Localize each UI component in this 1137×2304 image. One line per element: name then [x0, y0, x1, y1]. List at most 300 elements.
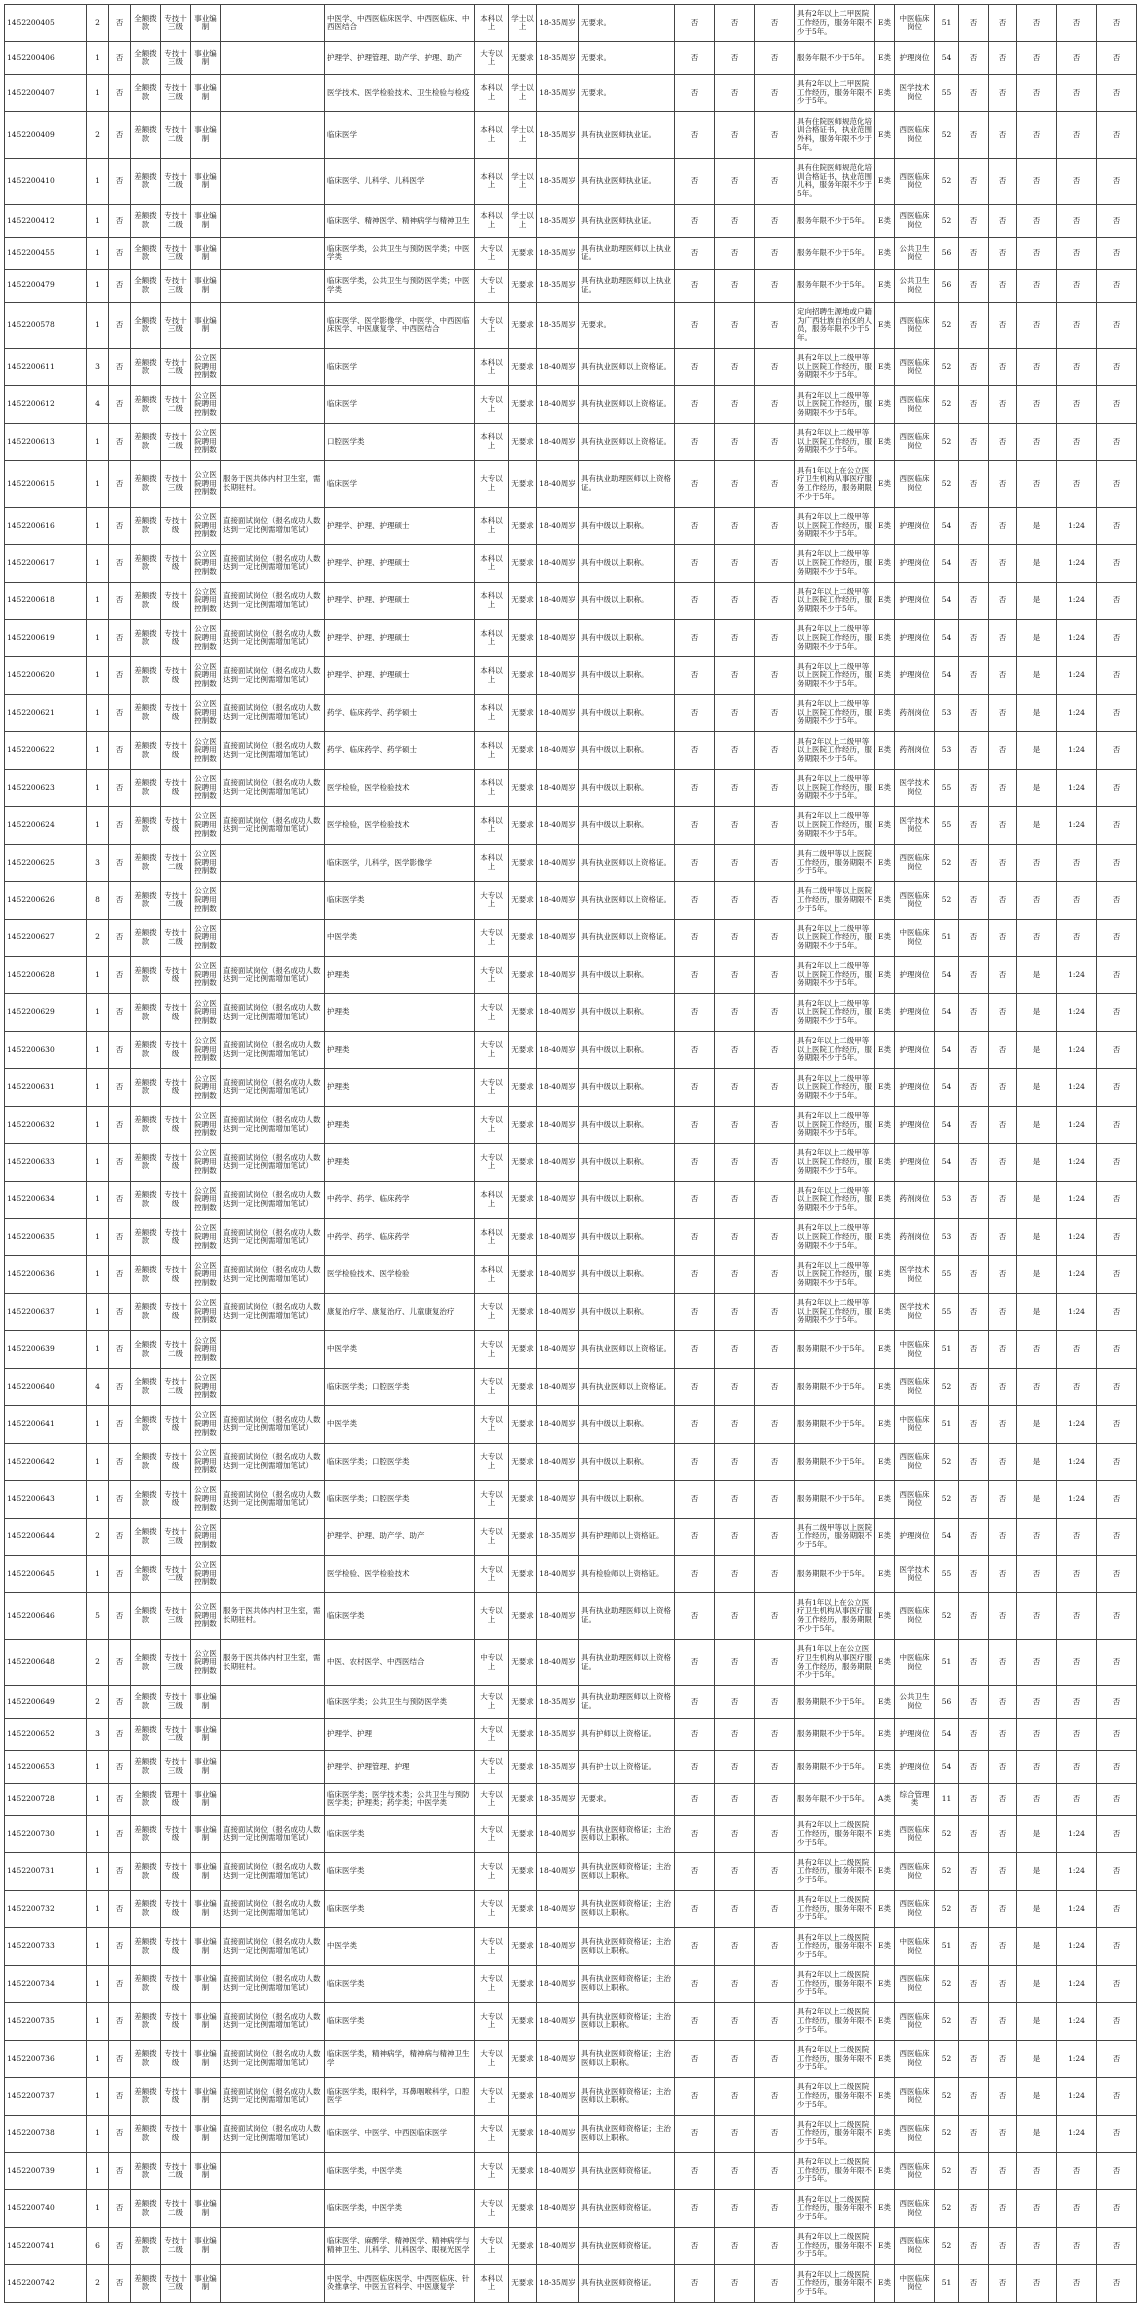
work-experience-cell: 具有2年以上二级甲等以上医院工作经历，服务期限不少于5年。	[795, 956, 875, 993]
interview-ratio-cell: 否	[1057, 158, 1097, 204]
staffing-type-cell: 公立医院聘用控制数	[191, 1639, 221, 1685]
table-row	[5, 348, 1137, 385]
interview-ratio-cell: 1:24	[1057, 1031, 1097, 1068]
flag-cell: 否	[1097, 2265, 1137, 2302]
exam-subcategory-cell: 护理岗位	[895, 1144, 935, 1181]
major-requirement-cell: 医学检验，医学检验技术	[325, 807, 475, 844]
exam-subcategory-cell: 西医临床岗位	[895, 1443, 935, 1480]
major-requirement-cell: 口腔医学类	[325, 423, 475, 460]
post-code-cell: 1452200617	[5, 545, 87, 582]
exam-category-cell: E类	[875, 205, 895, 237]
work-experience-cell: 具有2年以上二级甲等以上医院工作经历，服务期限不少于5年。	[795, 386, 875, 423]
funding-type-cell: 差额拨款	[131, 994, 161, 1031]
post-code-cell: 1452200613	[5, 423, 87, 460]
exam-category-cell: E类	[875, 1853, 895, 1890]
flag-cell: 否	[755, 386, 795, 423]
age-range-cell: 18-35周岁	[537, 1751, 579, 1783]
flag-cell: 否	[715, 74, 755, 111]
post-code-cell: 1452200643	[5, 1481, 87, 1518]
flag-cell: 否	[989, 1106, 1017, 1143]
direct-interview-flag-cell: 是	[1017, 994, 1057, 1031]
flag-cell: 否	[755, 158, 795, 204]
exam-subcategory-cell: 综合管理类	[895, 1783, 935, 1815]
flag-cell: 否	[715, 237, 755, 269]
direct-interview-flag-cell: 是	[1017, 1928, 1057, 1965]
flag-cell: 否	[989, 1686, 1017, 1718]
exam-code-cell: 52	[935, 1368, 959, 1405]
flag-cell: 否	[989, 956, 1017, 993]
post-code-cell: 1452200615	[5, 461, 87, 507]
work-experience-cell: 服务年限不少于5年。	[795, 1783, 875, 1815]
other-conditions-cell	[221, 1686, 325, 1718]
education-cell: 大专以上	[475, 461, 509, 507]
flag-cell: 否	[959, 1890, 989, 1927]
flag-cell: 否	[715, 1031, 755, 1068]
education-cell: 本科以上	[475, 423, 509, 460]
flag-cell: 否	[755, 620, 795, 657]
degree-cell: 无要求	[509, 2078, 537, 2115]
post-code-cell: 1452200741	[5, 2227, 87, 2264]
flag-cell: 否	[715, 205, 755, 237]
exam-category-cell: E类	[875, 2152, 895, 2189]
education-cell: 本科以上	[475, 2265, 509, 2302]
flag-cell: 否	[715, 694, 755, 731]
flag-cell: 否	[1097, 807, 1137, 844]
age-range-cell: 18-40周岁	[537, 1368, 579, 1405]
direct-interview-flag-cell: 是	[1017, 1144, 1057, 1181]
exam-category-cell: E类	[875, 1686, 895, 1718]
degree-cell: 无要求	[509, 1481, 537, 1518]
exam-category-cell: E类	[875, 348, 895, 385]
flag-cell: 否	[755, 1593, 795, 1639]
flag-cell: 否	[109, 1928, 131, 1965]
flag-cell: 否	[755, 42, 795, 74]
exam-category-cell: E类	[875, 1751, 895, 1783]
interview-ratio-cell: 1:24	[1057, 657, 1097, 694]
age-range-cell: 18-40周岁	[537, 919, 579, 956]
age-range-cell: 18-35周岁	[537, 158, 579, 204]
table-row	[5, 1816, 1137, 1853]
age-range-cell: 18-40周岁	[537, 1256, 579, 1293]
major-requirement-cell: 中医学类	[325, 1406, 475, 1443]
flag-cell: 否	[109, 694, 131, 731]
degree-cell: 无要求	[509, 582, 537, 619]
post-level-cell: 专技十级	[161, 1144, 191, 1181]
direct-interview-flag-cell: 是	[1017, 1890, 1057, 1927]
flag-cell: 否	[755, 1853, 795, 1890]
interview-ratio-cell: 否	[1057, 112, 1097, 158]
flag-cell: 否	[755, 919, 795, 956]
flag-cell: 否	[989, 882, 1017, 919]
post-level-cell: 专技十二级	[161, 1368, 191, 1405]
post-level-cell: 专技十级	[161, 620, 191, 657]
exam-code-cell: 52	[935, 2078, 959, 2115]
flag-cell: 否	[109, 423, 131, 460]
exam-category-cell: E类	[875, 732, 895, 769]
age-range-cell: 18-35周岁	[537, 74, 579, 111]
work-experience-cell: 具有2年以上二级甲等以上医院工作经历，服务期限不少于5年。	[795, 1256, 875, 1293]
flag-cell: 否	[755, 2115, 795, 2152]
flag-cell: 否	[755, 1443, 795, 1480]
exam-category-cell: E类	[875, 694, 895, 731]
degree-cell: 无要求	[509, 1518, 537, 1555]
funding-type-cell: 全额拨款	[131, 270, 161, 302]
qualification-cell: 具有中级以上职称。	[579, 1069, 675, 1106]
table-row	[5, 844, 1137, 881]
flag-cell: 否	[1097, 1406, 1137, 1443]
flag-cell: 否	[1097, 2227, 1137, 2264]
exam-code-cell: 55	[935, 1293, 959, 1330]
exam-code-cell: 51	[935, 1331, 959, 1368]
flag-cell: 否	[989, 2227, 1017, 2264]
age-range-cell: 18-40周岁	[537, 1106, 579, 1143]
exam-code-cell: 54	[935, 1031, 959, 1068]
flag-cell: 否	[675, 1256, 715, 1293]
direct-interview-flag-cell: 是	[1017, 1481, 1057, 1518]
education-cell: 本科以上	[475, 1256, 509, 1293]
table-row	[5, 2152, 1137, 2189]
other-conditions-cell: 直接面试岗位（报名成功人数达到一定比例需增加笔试）	[221, 1928, 325, 1965]
major-requirement-cell: 中药学、药学、临床药学	[325, 1219, 475, 1256]
other-conditions-cell	[221, 386, 325, 423]
exam-subcategory-cell: 中医临床岗位	[895, 2265, 935, 2302]
flag-cell: 否	[109, 2190, 131, 2227]
post-level-cell: 专技十三级	[161, 237, 191, 269]
table-row	[5, 1639, 1137, 1685]
headcount-cell: 6	[87, 2227, 109, 2264]
exam-category-cell: E类	[875, 1293, 895, 1330]
exam-subcategory-cell: 药剂岗位	[895, 694, 935, 731]
post-level-cell: 管理十级	[161, 1783, 191, 1815]
flag-cell: 否	[1097, 919, 1137, 956]
exam-code-cell: 55	[935, 1256, 959, 1293]
post-code-cell: 1452200730	[5, 1816, 87, 1853]
flag-cell: 否	[715, 112, 755, 158]
degree-cell: 无要求	[509, 423, 537, 460]
flag-cell: 否	[755, 302, 795, 348]
flag-cell: 否	[675, 1890, 715, 1927]
interview-ratio-cell: 否	[1057, 1368, 1097, 1405]
flag-cell: 否	[989, 1256, 1017, 1293]
flag-cell: 否	[675, 2265, 715, 2302]
flag-cell: 否	[675, 882, 715, 919]
work-experience-cell: 具有2年以上二级甲等以上医院工作经历，服务期限不少于5年。	[795, 1181, 875, 1218]
flag-cell: 否	[109, 2115, 131, 2152]
post-level-cell: 专技十级	[161, 2040, 191, 2077]
funding-type-cell: 差额拨款	[131, 386, 161, 423]
age-range-cell: 18-40周岁	[537, 582, 579, 619]
funding-type-cell: 全额拨款	[131, 42, 161, 74]
other-conditions-cell	[221, 205, 325, 237]
qualification-cell: 具有执业医师执业证。	[579, 158, 675, 204]
flag-cell: 否	[675, 2152, 715, 2189]
funding-type-cell: 差额拨款	[131, 1293, 161, 1330]
post-level-cell: 专技十级	[161, 2078, 191, 2115]
flag-cell: 否	[959, 657, 989, 694]
direct-interview-flag-cell: 否	[1017, 1686, 1057, 1718]
post-code-cell: 1452200635	[5, 1219, 87, 1256]
major-requirement-cell: 临床医学	[325, 348, 475, 385]
staffing-type-cell: 事业编制	[191, 74, 221, 111]
education-cell: 大专以上	[475, 237, 509, 269]
post-level-cell: 专技十级	[161, 1219, 191, 1256]
post-code-cell: 1452200732	[5, 1890, 87, 1927]
post-level-cell: 专技十级	[161, 1853, 191, 1890]
flag-cell: 否	[675, 956, 715, 993]
headcount-cell: 1	[87, 270, 109, 302]
direct-interview-flag-cell: 是	[1017, 807, 1057, 844]
exam-code-cell: 52	[935, 423, 959, 460]
education-cell: 大专以上	[475, 1406, 509, 1443]
flag-cell: 否	[675, 2227, 715, 2264]
major-requirement-cell: 临床医学类；口腔医学类	[325, 1368, 475, 1405]
exam-code-cell: 52	[935, 1890, 959, 1927]
staffing-type-cell: 公立医院聘用控制数	[191, 1256, 221, 1293]
direct-interview-flag-cell: 否	[1017, 1593, 1057, 1639]
age-range-cell: 18-40周岁	[537, 1181, 579, 1218]
age-range-cell: 18-35周岁	[537, 42, 579, 74]
flag-cell: 否	[675, 1181, 715, 1218]
post-code-cell: 1452200619	[5, 620, 87, 657]
flag-cell: 否	[109, 1783, 131, 1815]
degree-cell: 无要求	[509, 956, 537, 993]
funding-type-cell: 差额拨款	[131, 1031, 161, 1068]
age-range-cell: 18-40周岁	[537, 1219, 579, 1256]
headcount-cell: 1	[87, 2115, 109, 2152]
age-range-cell: 18-35周岁	[537, 205, 579, 237]
exam-category-cell: E类	[875, 423, 895, 460]
other-conditions-cell	[221, 919, 325, 956]
flag-cell: 否	[755, 1144, 795, 1181]
exam-subcategory-cell: 西医临床岗位	[895, 302, 935, 348]
flag-cell: 否	[1097, 423, 1137, 460]
degree-cell: 无要求	[509, 1069, 537, 1106]
work-experience-cell: 具有二级甲等以上医院工作经历，服务期限不少于5年。	[795, 1518, 875, 1555]
qualification-cell: 具有中级以上职称。	[579, 994, 675, 1031]
flag-cell: 否	[755, 807, 795, 844]
degree-cell: 无要求	[509, 2190, 537, 2227]
degree-cell: 无要求	[509, 882, 537, 919]
direct-interview-flag-cell: 是	[1017, 2115, 1057, 2152]
education-cell: 大专以上	[475, 1481, 509, 1518]
interview-ratio-cell: 1:24	[1057, 1106, 1097, 1143]
age-range-cell: 18-40周岁	[537, 1853, 579, 1890]
flag-cell: 否	[715, 1443, 755, 1480]
post-code-cell: 1452200652	[5, 1718, 87, 1750]
education-cell: 大专以上	[475, 1686, 509, 1718]
flag-cell: 否	[715, 1718, 755, 1750]
table-row	[5, 1219, 1137, 1256]
education-cell: 本科以上	[475, 732, 509, 769]
flag-cell: 否	[675, 1718, 715, 1750]
flag-cell: 否	[715, 1293, 755, 1330]
funding-type-cell: 差额拨款	[131, 1718, 161, 1750]
direct-interview-flag-cell: 否	[1017, 112, 1057, 158]
degree-cell: 无要求	[509, 1219, 537, 1256]
flag-cell: 否	[675, 1219, 715, 1256]
flag-cell: 否	[959, 1783, 989, 1815]
flag-cell: 否	[959, 158, 989, 204]
flag-cell: 否	[1097, 1639, 1137, 1685]
degree-cell: 无要求	[509, 1406, 537, 1443]
flag-cell: 否	[755, 1406, 795, 1443]
flag-cell: 否	[715, 1890, 755, 1927]
flag-cell: 否	[755, 1331, 795, 1368]
work-experience-cell: 具有2年以上二级医院工作经历，服务年限不少于5年。	[795, 2078, 875, 2115]
interview-ratio-cell: 1:24	[1057, 694, 1097, 731]
headcount-cell: 2	[87, 919, 109, 956]
staffing-type-cell: 公立医院聘用控制数	[191, 582, 221, 619]
other-conditions-cell: 直接面试岗位（报名成功人数达到一定比例需增加笔试）	[221, 769, 325, 806]
staffing-type-cell: 公立医院聘用控制数	[191, 1031, 221, 1068]
exam-subcategory-cell: 西医临床岗位	[895, 1368, 935, 1405]
flag-cell: 否	[109, 2078, 131, 2115]
post-level-cell: 专技十三级	[161, 1593, 191, 1639]
flag-cell: 否	[715, 158, 755, 204]
other-conditions-cell	[221, 2152, 325, 2189]
flag-cell: 否	[675, 545, 715, 582]
flag-cell: 否	[675, 5, 715, 42]
interview-ratio-cell: 否	[1057, 1718, 1097, 1750]
staffing-type-cell: 事业编制	[191, 1853, 221, 1890]
work-experience-cell: 服务期限不少于5年。	[795, 1555, 875, 1592]
interview-ratio-cell: 否	[1057, 302, 1097, 348]
flag-cell: 否	[755, 657, 795, 694]
degree-cell: 无要求	[509, 657, 537, 694]
flag-cell: 否	[959, 1106, 989, 1143]
age-range-cell: 18-40周岁	[537, 2078, 579, 2115]
flag-cell: 否	[109, 1069, 131, 1106]
staffing-type-cell: 公立医院聘用控制数	[191, 1144, 221, 1181]
direct-interview-flag-cell: 否	[1017, 74, 1057, 111]
flag-cell: 否	[959, 919, 989, 956]
exam-category-cell: E类	[875, 1031, 895, 1068]
age-range-cell: 18-40周岁	[537, 423, 579, 460]
exam-subcategory-cell: 药剂岗位	[895, 1219, 935, 1256]
funding-type-cell: 差额拨款	[131, 956, 161, 993]
degree-cell: 无要求	[509, 461, 537, 507]
funding-type-cell: 差额拨款	[131, 205, 161, 237]
major-requirement-cell: 护理学、护理、护理硕士	[325, 657, 475, 694]
exam-subcategory-cell: 公共卫生岗位	[895, 237, 935, 269]
work-experience-cell: 服务期限不少于5年。	[795, 1443, 875, 1480]
qualification-cell: 具有执业医师资格证。	[579, 2190, 675, 2227]
qualification-cell: 无要求。	[579, 1783, 675, 1815]
degree-cell: 无要求	[509, 1928, 537, 1965]
qualification-cell: 具有执业医师以上资格证。	[579, 423, 675, 460]
headcount-cell: 1	[87, 2152, 109, 2189]
exam-subcategory-cell: 公共卫生岗位	[895, 270, 935, 302]
table-row	[5, 386, 1137, 423]
flag-cell: 否	[1097, 2003, 1137, 2040]
interview-ratio-cell: 1:24	[1057, 1443, 1097, 1480]
major-requirement-cell: 临床医学类	[325, 1816, 475, 1853]
interview-ratio-cell: 1:24	[1057, 1816, 1097, 1853]
direct-interview-flag-cell: 是	[1017, 769, 1057, 806]
qualification-cell: 无要求。	[579, 42, 675, 74]
funding-type-cell: 全额拨款	[131, 1783, 161, 1815]
staffing-type-cell: 公立医院聘用控制数	[191, 620, 221, 657]
flag-cell: 否	[989, 1031, 1017, 1068]
education-cell: 本科以上	[475, 205, 509, 237]
exam-code-cell: 54	[935, 507, 959, 544]
flag-cell: 否	[755, 507, 795, 544]
flag-cell: 否	[755, 1219, 795, 1256]
flag-cell: 否	[715, 1481, 755, 1518]
qualification-cell: 具有中级以上职称。	[579, 1481, 675, 1518]
funding-type-cell: 差额拨款	[131, 2078, 161, 2115]
post-level-cell: 专技十级	[161, 1106, 191, 1143]
staffing-type-cell: 事业编制	[191, 2265, 221, 2302]
flag-cell: 否	[959, 1406, 989, 1443]
age-range-cell: 18-40周岁	[537, 1331, 579, 1368]
post-level-cell: 专技十三级	[161, 302, 191, 348]
flag-cell: 否	[675, 1783, 715, 1815]
work-experience-cell: 具有2年以上二级医院工作经历，服务年限不少于5年。	[795, 2003, 875, 2040]
exam-category-cell: E类	[875, 1555, 895, 1592]
headcount-cell: 1	[87, 1443, 109, 1480]
major-requirement-cell: 中医学、中西医临床医学、中西医临床、针灸推拿学、中医五官科学、中医康复学	[325, 2265, 475, 2302]
interview-ratio-cell: 否	[1057, 386, 1097, 423]
flag-cell: 否	[1097, 74, 1137, 111]
post-level-cell: 专技十级	[161, 1256, 191, 1293]
staffing-type-cell: 公立医院聘用控制数	[191, 807, 221, 844]
flag-cell: 否	[755, 1106, 795, 1143]
post-level-cell: 专技十级	[161, 1443, 191, 1480]
flag-cell: 否	[755, 769, 795, 806]
education-cell: 大专以上	[475, 919, 509, 956]
exam-code-cell: 53	[935, 1181, 959, 1218]
work-experience-cell: 具有2年以上二级医院工作经历，服务年限不少于5年。	[795, 1890, 875, 1927]
post-code-cell: 1452200479	[5, 270, 87, 302]
work-experience-cell: 具有2年以上二级甲等以上医院工作经历，服务期限不少于5年。	[795, 807, 875, 844]
flag-cell: 否	[989, 5, 1017, 42]
flag-cell: 否	[675, 2040, 715, 2077]
flag-cell: 否	[715, 1816, 755, 1853]
flag-cell: 否	[989, 1555, 1017, 1592]
table-row	[5, 769, 1137, 806]
funding-type-cell: 差额拨款	[131, 507, 161, 544]
direct-interview-flag-cell: 是	[1017, 507, 1057, 544]
qualification-cell: 具有中级以上职称。	[579, 1293, 675, 1330]
education-cell: 本科以上	[475, 507, 509, 544]
flag-cell: 否	[109, 270, 131, 302]
degree-cell: 无要求	[509, 1965, 537, 2002]
work-experience-cell: 服务期限不少于5年。	[795, 1368, 875, 1405]
qualification-cell: 具有执业医师资格证；主治医师以上职称。	[579, 1853, 675, 1890]
degree-cell: 无要求	[509, 2152, 537, 2189]
degree-cell: 无要求	[509, 302, 537, 348]
post-level-cell: 专技十二级	[161, 205, 191, 237]
flag-cell: 否	[1097, 1783, 1137, 1815]
exam-subcategory-cell: 护理岗位	[895, 1518, 935, 1555]
exam-subcategory-cell: 护理岗位	[895, 657, 935, 694]
staffing-type-cell: 公立医院聘用控制数	[191, 1106, 221, 1143]
table-row	[5, 2003, 1137, 2040]
direct-interview-flag-cell: 否	[1017, 1639, 1057, 1685]
table-row	[5, 1593, 1137, 1639]
education-cell: 本科以上	[475, 5, 509, 42]
post-code-cell: 1452200737	[5, 2078, 87, 2115]
exam-category-cell: E类	[875, 1331, 895, 1368]
post-code-cell: 1452200738	[5, 2115, 87, 2152]
headcount-cell: 3	[87, 1718, 109, 1750]
other-conditions-cell: 直接面试岗位（报名成功人数达到一定比例需增加笔试）	[221, 1181, 325, 1218]
staffing-type-cell: 事业编制	[191, 237, 221, 269]
flag-cell: 否	[715, 302, 755, 348]
staffing-type-cell: 事业编制	[191, 5, 221, 42]
interview-ratio-cell: 否	[1057, 1751, 1097, 1783]
